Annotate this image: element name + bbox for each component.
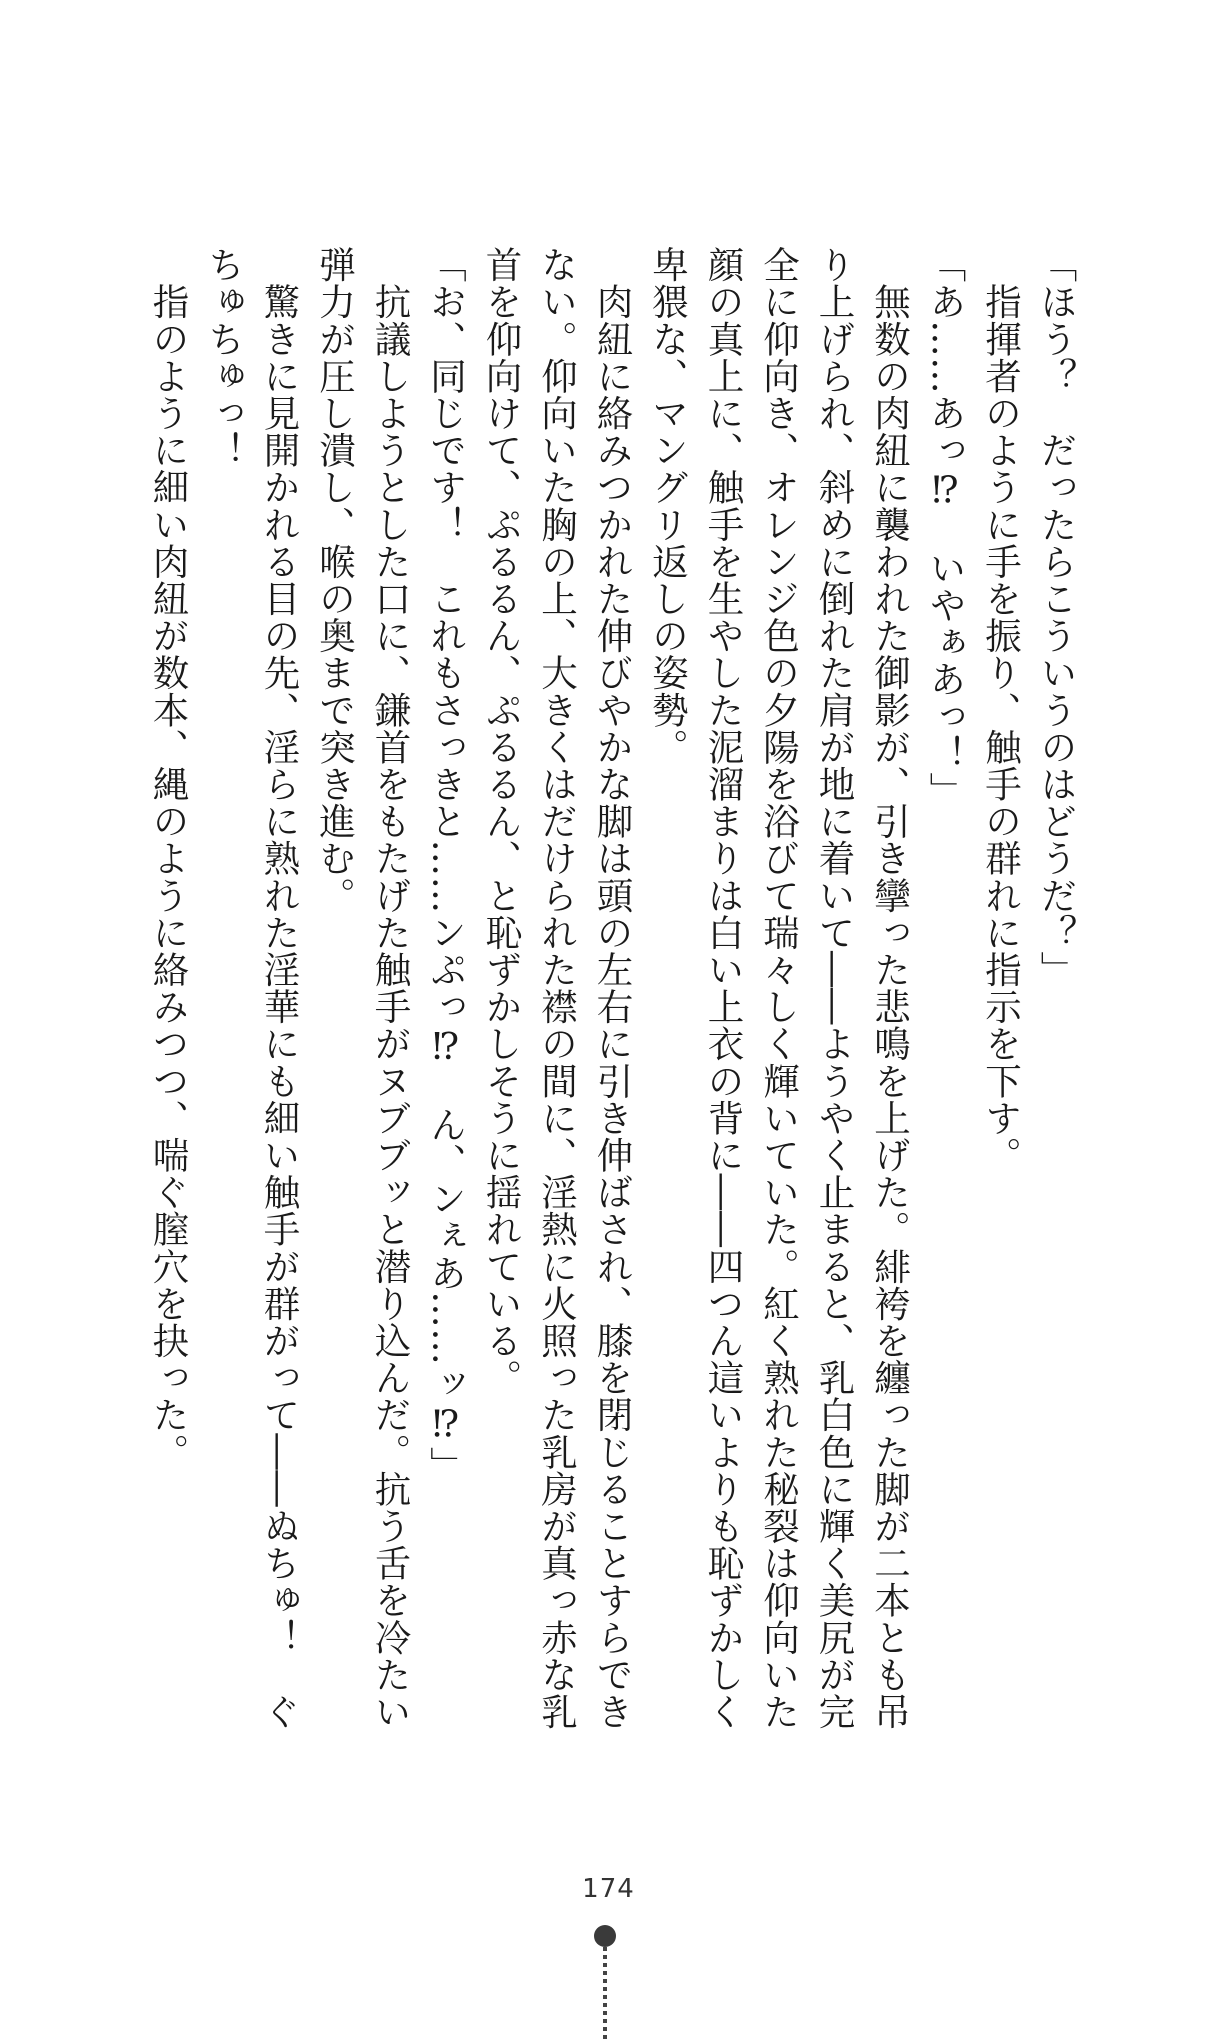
page-marker-stem (603, 1947, 607, 2043)
paragraph: 驚きに見開かれる目の先、淫らに熟れた淫華にも細い触手が群がって――ぬちゅ！ ぐちゅちゅっ！ (202, 246, 301, 1730)
paragraph: 「あ……あっ⁉ いやぁあっ！」 (924, 246, 967, 809)
paragraph: 指のように細い肉紐が数本、縄のように絡みつつ、喘ぐ膣穴を抉った。 (147, 246, 190, 1471)
vertical-text-body (139, 246, 1084, 1766)
page-number: 174 (582, 1874, 635, 1904)
paragraph: 抗議しようとした口に、鎌首をもたげた触手がヌブブッと潜り込んだ。抗う舌を冷たい弾力が圧し潰し、喉の奥まで突き進む。 (313, 246, 412, 1730)
paragraph: 無数の肉紐に襲われた御影が、引き攣った悲鳴を上げた。緋袴を纏った脚が二本とも吊り上げられ、斜めに倒れた肩が地に着いて――ようやく止まると、乳白色に輝く美尻が完全に仰向き、オレンジ色の夕陽を浴びて瑞々しく輝いていた。紅く熟れた秘裂は仰向いた顔の真上に、触手を生やした泥溜まりは白い上衣の背に――四つん這いよりも恥ずかしく卑猥な、マングリ返しの姿勢。 (646, 246, 912, 1730)
paragraph: 指揮者のように手を振り、触手の群れに指示を下す。 (979, 246, 1023, 1174)
paragraph: 肉紐に絡みつかれた伸びやかな脚は頭の左右に引き伸ばされ、膝を閉じることすらできない。仰向いた胸の上、大きくはだけられた襟の間に、淫熱に火照った乳房が真っ赤な乳首を仰向けて、ぷるるん、ぷるるん、と恥ずかしそうに揺れている。 (480, 246, 634, 1730)
page-marker-dot-icon (594, 1925, 616, 1947)
paragraph: 「お、同じです！ これもさっきと……ンぷっ⁉ ん、ンぇあ……ッ⁉」 (424, 246, 468, 1484)
paragraph: 「ほう？ だったらこういうのはどうだ？」 (1035, 246, 1078, 988)
